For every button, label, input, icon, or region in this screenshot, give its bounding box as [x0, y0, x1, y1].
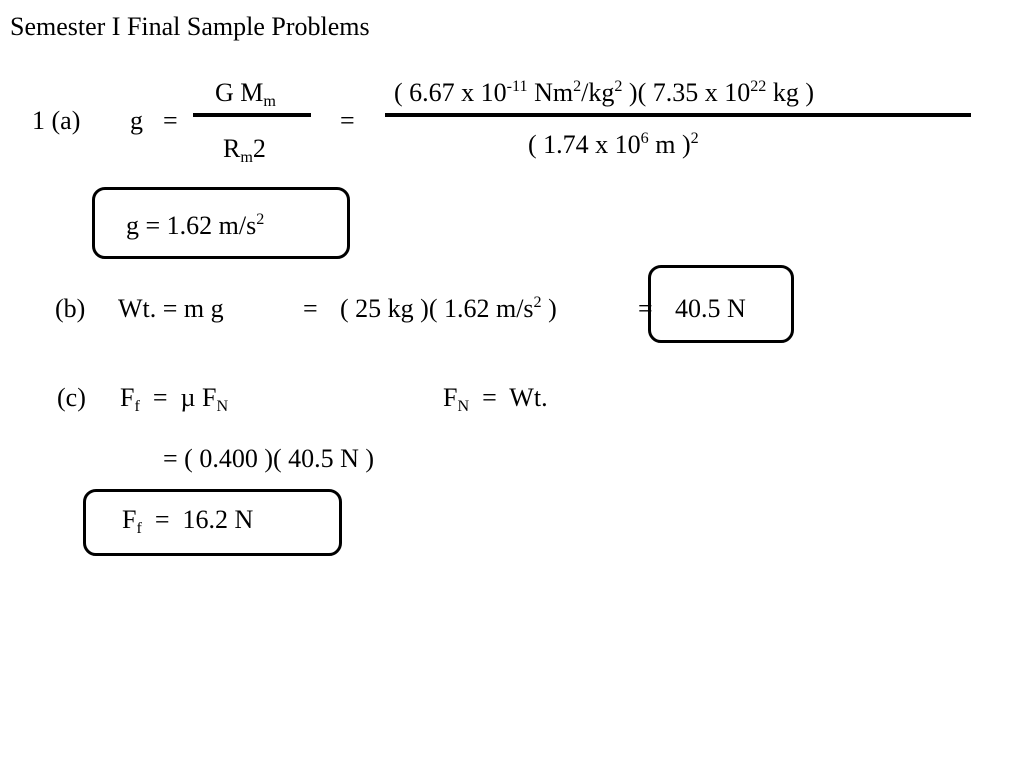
part-a-label: 1 (a) [32, 106, 81, 135]
fraction2-bar [385, 113, 971, 117]
part-b-equals: = [303, 294, 318, 323]
fraction1-bar [193, 113, 311, 117]
part-a-lhs: g [130, 106, 143, 135]
part-c-friction-formula: $F_f = \mu$ $F_N$ [120, 383, 229, 415]
fraction1-denominator: $R_m2$ [223, 134, 266, 166]
part-a-equals-2: = [340, 106, 355, 135]
answer-c: $F_f = 16.2$ N [122, 505, 254, 537]
page-title: Semester I Final Sample Problems [10, 12, 370, 41]
fraction1-numerator: G $M_m$ [215, 78, 276, 110]
part-c-calculation: = ( 0.400 )( 40.5 N ) [163, 444, 375, 473]
fraction2-numerator: ( 6.67 x $10^{-11}$ $Nm^2/kg^2$ )( 7.35 x $10^{22}$ kg ) [394, 78, 815, 107]
part-c-label: (c) [57, 383, 86, 412]
part-b-expression: Wt. = m g [118, 294, 224, 323]
answer-b: 40.5 N [675, 294, 746, 323]
part-b-calculation: ( 25 kg )( 1.62 $m/s^2$ ) [340, 294, 557, 323]
part-c-normal-force: $F_N = Wt$. [443, 383, 548, 415]
part-a-equals-1: = [163, 106, 178, 135]
part-b-label: (b) [55, 294, 86, 323]
fraction2-denominator: ( 1.74 x $10^6$ m )$^2$ [528, 130, 699, 159]
answer-a: g = 1.62 $m/s^2$ [126, 211, 265, 240]
part-b-equals-2: = [638, 294, 653, 323]
